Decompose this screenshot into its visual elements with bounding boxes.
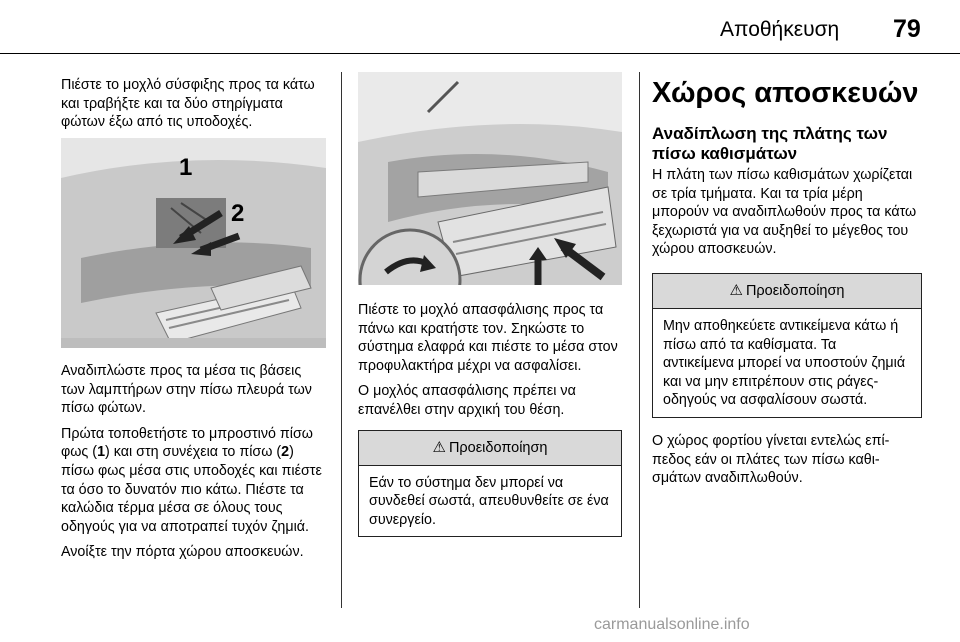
warning-triangle-icon: ⚠ <box>729 281 743 299</box>
callout-1: 1 <box>179 154 193 181</box>
warning-header <box>359 431 621 466</box>
callout-2: 2 <box>231 200 245 227</box>
text-run: ) και στη συνέχεια το πίσω ( <box>105 444 282 461</box>
column-divider-right <box>639 72 640 608</box>
warning-box <box>652 273 922 418</box>
subsection-heading: Αναδίπλωση της πλάτης των πίσω καθισμάτων <box>652 124 888 163</box>
illustration-graphic <box>358 72 622 285</box>
section-heading: Χώρος αποσκευών <box>652 77 919 109</box>
header-divider <box>0 53 960 54</box>
column-divider-left <box>341 72 342 608</box>
instruction-paragraph: Πιέστε το μοχλό απασφάλισης προς τα πάνω και κρατήστε τον. Σηκώστε το σύστημα ελαφρά και πιέστε το μέσα στον προφυλακτήρα μέχρι να ασφαλίσει. <box>358 302 618 374</box>
callout-reference-2: 2 <box>281 444 290 461</box>
column-1-lower <box>61 362 327 569</box>
text-run: ) πίσω φως μέσα στις υποδοχές και πιέστε τα όσο το δυνατόν πιο κάτω. Πιέστε τα καλώδια τέρμα μέσα σε όλους τους οδηγούς για να αποτραπεί τυχόν ζημιά. <box>61 444 322 535</box>
page-header-title: Αποθήκευση <box>720 18 840 41</box>
watermark: carmanualsonline.info <box>594 616 750 633</box>
towbar-insert-illustration <box>358 72 622 285</box>
instruction-paragraph: Ο μοχλός απασφάλισης πρέπει να επανέλθει στην αρχική του θέση. <box>358 383 576 418</box>
callout-reference-1: 1 <box>97 444 106 461</box>
tail-light-removal-illustration <box>61 138 326 348</box>
body-paragraph: Ο χώρος φορτίου γίνεται εντελώς επίπεδος εάν οι πλάτες των πίσω καθισμάτων αναδιπλωθούν. <box>652 432 890 487</box>
column-3 <box>652 76 922 495</box>
warning-title: Προειδοποίηση <box>745 282 845 299</box>
warning-title: Προειδοποίηση <box>448 439 548 456</box>
warning-box <box>358 430 622 538</box>
instruction-paragraph <box>61 425 327 537</box>
warning-triangle-icon: ⚠ <box>432 438 446 456</box>
column-1 <box>61 76 327 139</box>
warning-text: Μην αποθηκεύετε αντικείμενα κάτω ή πίσω από τα καθίσματα. Τα αντικείμενα μπορεί να υποστούν ζημιά και να μην επιτρέπουν στις ράγες-οδηγούς να ασφαλίσουν σωστά. <box>663 317 906 409</box>
warning-body <box>359 466 621 537</box>
warning-header <box>653 274 921 309</box>
page-number: 79 <box>893 15 921 43</box>
illustration-graphic <box>61 138 326 348</box>
text-run: Πρώτα τοποθετήστε το μπροστινό πίσω φως ( <box>61 425 313 461</box>
instruction-paragraph: Αναδιπλώστε προς τα μέσα τις βάσεις των λαμπτήρων στην πίσω πλευρά των πίσω φώτων. <box>61 363 312 417</box>
column-2 <box>358 301 622 551</box>
warning-body <box>653 309 921 417</box>
instruction-paragraph: Πιέστε το μοχλό σύσφιξης προς τα κάτω και τραβήξτε και τα δύο στηρίγματα φώτων έξω από τις υποδοχές. <box>61 77 315 131</box>
instruction-paragraph: Ανοίξτε την πόρτα χώρου αποσκευών. <box>61 544 304 561</box>
body-paragraph: Η πλάτη των πίσω καθισμάτων χωρίζεται σε τρία τμήματα. Και τα τρία μέρη μπορούν να αναδιπλωθούν προς τα κάτω ξεχωριστά για να αυξηθεί το μέγεθος του χώρου αποσκευών. <box>652 167 917 258</box>
warning-text: Εάν το σύστημα δεν μπορεί να συνδεθεί σωστά, απευθυνθείτε σε ένα συνεργείο. <box>369 474 609 528</box>
